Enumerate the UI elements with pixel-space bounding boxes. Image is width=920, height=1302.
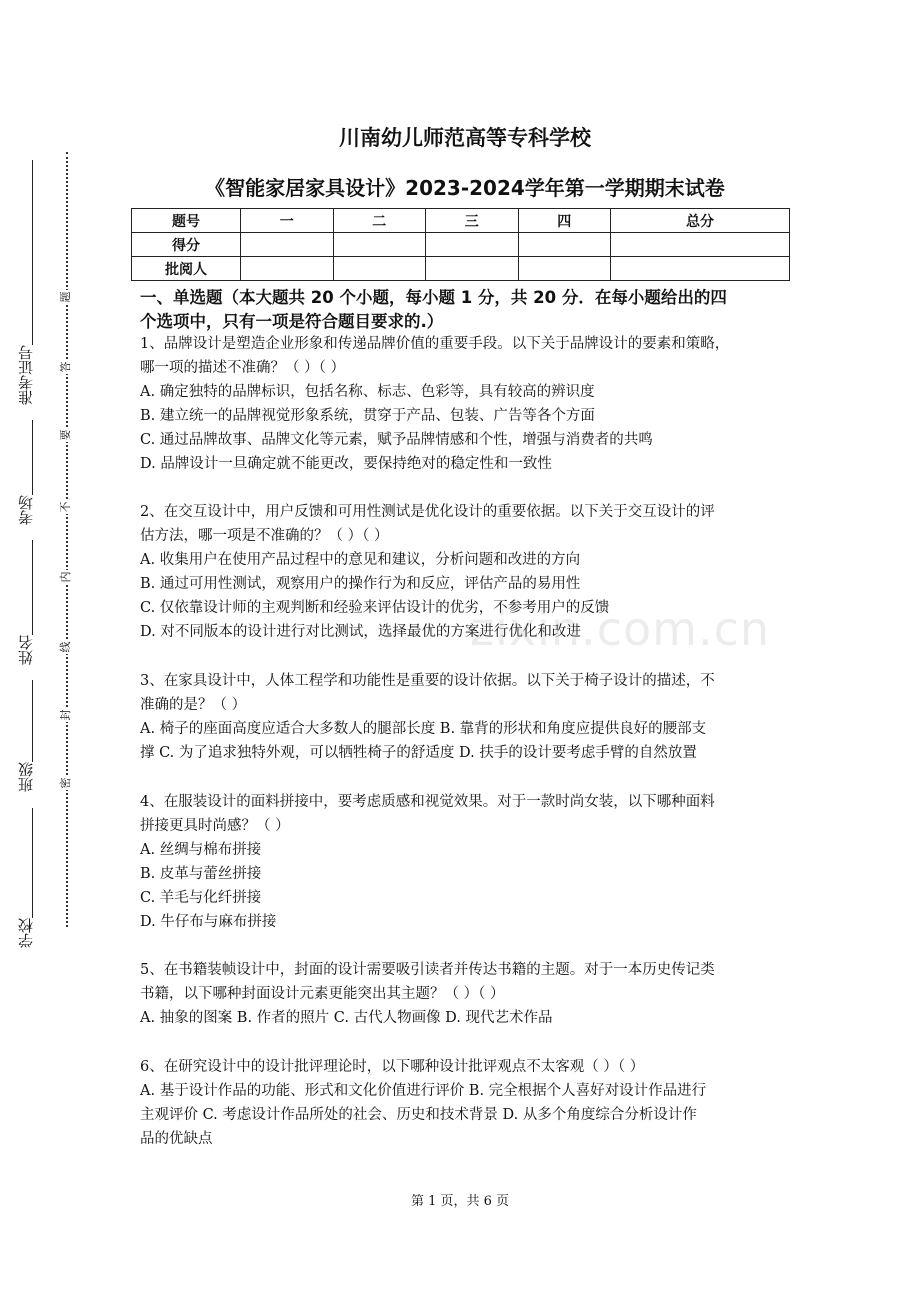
grader-cell[interactable] <box>333 257 426 281</box>
option-a: A. 收集用户在使用产品过程中的意见和建议，分析问题和改进的方向 <box>140 552 581 568</box>
binding-margin <box>0 0 80 1302</box>
grader-row <box>132 257 790 281</box>
name-label: 姓名 <box>17 635 35 665</box>
question-5 <box>140 958 790 1030</box>
exam-room-field <box>16 420 38 525</box>
option-c: C. 仅依靠设计师的主观判断和经验来评估设计的优劣，不参考用户的反馈 <box>140 600 610 616</box>
exam-number-label: 准考证号 <box>17 345 35 405</box>
seal-char: 答 <box>59 361 72 373</box>
section-heading-line: 个选项中，只有一项是符合题目要求的.） <box>140 312 444 331</box>
name-field <box>16 540 38 665</box>
exam-number-field <box>16 160 38 405</box>
question-line: 6、在研究设计中的设计批评理论时，以下哪种设计批评观点不太客观（ ）（ ） <box>140 1059 645 1075</box>
score-table-header: 二 <box>333 209 426 233</box>
question-line: 拼接更具时尚感？（ ） <box>140 818 290 834</box>
score-table-header: 总分 <box>611 209 790 233</box>
score-row-label: 得分 <box>132 233 241 257</box>
section-heading-line: 一、单选题（本大题共 20 个小题，每小题 1 分，共 20 分．在每小题给出的四 <box>140 288 727 307</box>
question-line: 哪一项的描述不准确？（ ）（ ） <box>140 360 345 376</box>
grader-row-label: 批阅人 <box>132 257 241 281</box>
options-line: A. 抽象的图案 B. 作者的照片 C. 古代人物画像 D. 现代艺术作品 <box>140 1010 553 1026</box>
option-b: B. 建立统一的品牌视觉形象系统，贯穿于产品、包装、广告等各个方面 <box>140 408 595 424</box>
options-line: A. 基于设计作品的功能、形式和文化价值进行评价 B. 完全根据个人喜好对设计作品进行 <box>140 1083 707 1099</box>
options-line: 品的优缺点 <box>140 1131 213 1147</box>
options-line: 主观评价 C. 考虑设计作品所处的社会、历史和技术背景 D. 从多个角度综合分析设计作 <box>140 1107 697 1123</box>
score-cell[interactable] <box>518 233 611 257</box>
score-cell[interactable] <box>611 233 790 257</box>
school-field <box>16 808 38 948</box>
question-line: 准确的是？（ ） <box>140 697 247 713</box>
score-table-header-row <box>132 209 790 233</box>
question-line: 3、在家具设计中，人体工程学和功能性是重要的设计依据。以下关于椅子设计的描述，不 <box>140 673 715 689</box>
question-line: 估方法，哪一项是不准确的？（ ）（ ） <box>140 528 389 544</box>
question-1 <box>140 332 790 476</box>
option-c: C. 羊毛与化纤拼接 <box>140 890 262 906</box>
option-b: B. 通过可用性测试，观察用户的操作行为和反应，评估产品的易用性 <box>140 576 581 592</box>
options-line: A. 椅子的座面高度应适合大多数人的腿部长度 B. 靠背的形状和角度应提供良好的腰部支 <box>140 721 707 737</box>
options-line: 撑 C. 为了追求独特外观，可以牺牲椅子的舒适度 D. 扶手的设计要考虑手臂的自然放置 <box>140 745 697 761</box>
seal-char: 封 <box>59 709 72 721</box>
watermark: zixin.com.cn <box>470 602 771 656</box>
question-line: 5、在书籍装帧设计中，封面的设计需要吸引读者并传达书籍的主题。对于一本历史传记类 <box>140 962 715 978</box>
question-3 <box>140 669 790 765</box>
question-line: 1、品牌设计是塑造企业形象和传递品牌价值的重要手段。以下关于品牌设计的要素和策略， <box>140 336 730 352</box>
option-d: D. 品牌设计一旦确定就不能更改，要保持绝对的稳定性和一致性 <box>140 456 552 472</box>
seal-char: 题 <box>59 291 72 303</box>
grader-cell[interactable] <box>426 257 519 281</box>
section-heading <box>140 286 790 334</box>
score-cell[interactable] <box>426 233 519 257</box>
grader-cell[interactable] <box>241 257 334 281</box>
question-6 <box>140 1055 790 1151</box>
option-b: B. 皮革与蕾丝拼接 <box>140 866 262 882</box>
seal-dotted-line <box>66 152 68 927</box>
question-line: 2、在交互设计中，用户反馈和可用性测试是优化设计的重要依据。以下关于交互设计的评 <box>140 504 715 520</box>
question-4 <box>140 790 790 934</box>
exam-title: 《智能家居家具设计》2023-2024学年第一学期期末试卷 <box>205 176 725 200</box>
seal-char: 线 <box>59 641 72 653</box>
school-label: 学校 <box>17 918 35 948</box>
question-line: 书籍，以下哪种封面设计元素更能突出其主题？（ ）（ ） <box>140 986 505 1002</box>
score-table-header: 一 <box>241 209 334 233</box>
score-table <box>131 208 790 281</box>
class-label: 班级 <box>17 762 35 792</box>
option-a: A. 丝绸与棉布拼接 <box>140 842 262 858</box>
option-a: A. 确定独特的品牌标识，包括名称、标志、色彩等，具有较高的辨识度 <box>140 384 595 400</box>
grader-cell[interactable] <box>518 257 611 281</box>
seal-char: 内 <box>59 571 72 583</box>
option-d: D. 牛仔布与麻布拼接 <box>140 914 277 930</box>
score-table-header: 题号 <box>132 209 241 233</box>
score-table-header: 四 <box>518 209 611 233</box>
score-table-header: 三 <box>426 209 519 233</box>
option-c: C. 通过品牌故事、品牌文化等元素，赋予品牌情感和个性，增强与消费者的共鸣 <box>140 432 653 448</box>
question-line: 4、在服装设计的面料拼接中，要考虑质感和视觉效果。对于一款时尚女装，以下哪种面料 <box>140 794 715 810</box>
seal-char: 要 <box>59 429 72 441</box>
seal-char: 密 <box>59 777 72 789</box>
option-d: D. 对不同版本的设计进行对比测试，选择最优的方案进行优化和改进 <box>140 624 581 640</box>
score-row <box>132 233 790 257</box>
seal-char: 不 <box>59 501 72 513</box>
grader-cell[interactable] <box>611 257 790 281</box>
score-cell[interactable] <box>333 233 426 257</box>
class-field <box>16 680 38 792</box>
exam-room-label: 考场 <box>17 495 35 525</box>
score-cell[interactable] <box>241 233 334 257</box>
school-title: 川南幼儿师范高等专科学校 <box>339 126 591 150</box>
page-footer: 第 1 页，共 6 页 <box>410 1194 510 1209</box>
